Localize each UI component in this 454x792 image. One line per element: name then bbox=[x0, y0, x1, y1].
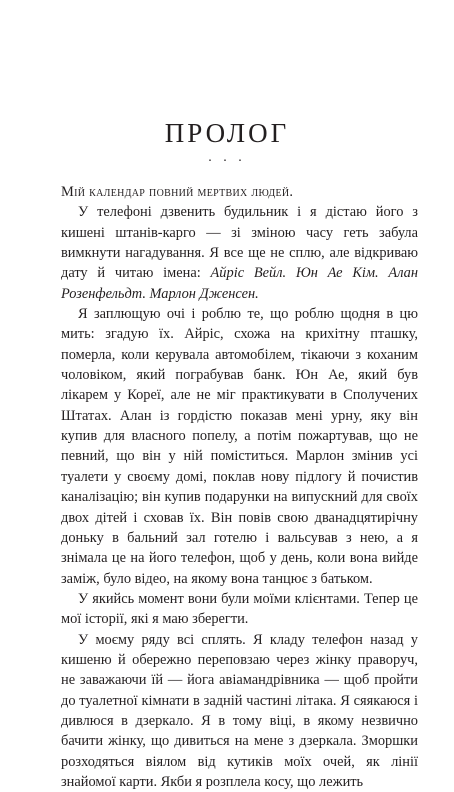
paragraph-text: У телефоні дзвенить будильник і я дістаю його з кишені штанів-карго — зі зміною часу геть забула вимкнути нагадування. Я все ще не сплю, але відкриваю дату й читаю імена: bbox=[61, 204, 418, 282]
opening-line: Мій календар повний мертвих людей. bbox=[61, 184, 294, 200]
paragraph: Я заплющую очі і роблю те, що роблю щодня в цю мить: згадую їх. Айріс, схожа на крихітну пташку, померла, коли керувала автомобілем, тікаючи з коханим чоловіком, який пограбував банк. Юн Ае, який був лікарем у Кореї, але не міг практикувати в Сполучених Штатах. Алан із гордістю показав мені урну, яку він купив для власного попелу, а потім пожартував, що не певний, що він у ній поміститься. Марлон змінив усі туалети у своєму домі, поклав нову підлогу й почистив каналізацію; він купив подарунки на випускний для своїх двох дітей і сховав їх. Він повів свою дванадцятирічну доньку в бальний зал готелю і вальсував з нею, а я знімала це на його телефон, щоб у день, коли вона вийде заміж, було відео, на якому вона танцює з батьком. bbox=[61, 306, 418, 587]
section-ornament: . . . bbox=[208, 150, 246, 165]
paragraph: У моєму ряду всі сплять. Я кладу телефон назад у кишеню й обережно переповзаю через жінку праворуч, не заважаючи їй — йога авіамандрівника — щоб пройти до туалетної кімнати в задній частині літака. Я сяякаюся і дивлюся в дзеркало. Я в тому віці, в якому незвично бачити жінку, що дивиться на мене з дзеркала. Зморшки розходяться віялом від кутиків моїх очей, як лінії знайомої карти. Якби я розплела косу, що лежить bbox=[61, 631, 418, 790]
body-text bbox=[61, 182, 418, 792]
paragraph bbox=[61, 202, 418, 304]
paragraph: У якийсь момент вони були моїми клієнтами. Тепер це мої історії, які я маю зберегти. bbox=[61, 590, 418, 628]
chapter-title: ПРОЛОГ bbox=[164, 118, 290, 148]
names-list: Айріс Вейл. Юн Ае Кім. Алан Розенфельдт. Марлон Дженсен. bbox=[61, 265, 418, 302]
paragraph-opening bbox=[61, 182, 418, 202]
